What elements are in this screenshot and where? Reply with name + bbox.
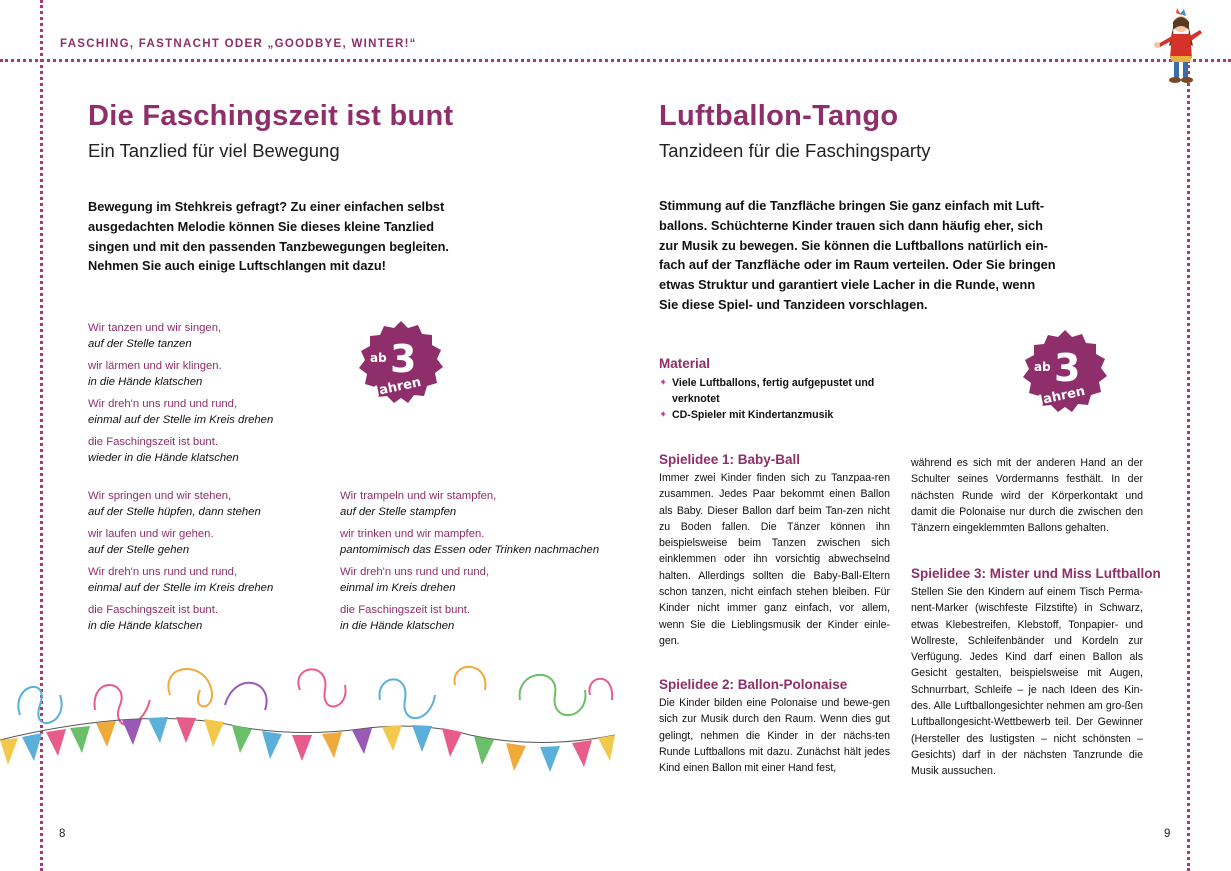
song-action: auf der Stelle tanzen — [88, 338, 192, 350]
material-heading: Material — [659, 356, 711, 371]
material-list — [659, 375, 894, 423]
page-number-left: 8 — [59, 828, 66, 840]
song-line: die Faschingszeit ist bunt. — [88, 604, 218, 616]
song-line: wir lärmen und wir klingen. — [88, 360, 222, 372]
song-line: Wir dreh'n uns rund und rund, — [340, 566, 490, 578]
song-action: wieder in die Hände klatschen — [88, 452, 239, 464]
song-action: auf der Stelle hüpfen, dann stehen — [88, 506, 261, 518]
song-action: einmal auf der Stelle im Kreis drehen — [88, 582, 274, 594]
badge-number: 3 — [1054, 346, 1081, 390]
idea1-text: Immer zwei Kinder finden sich zu Tanzpaa-ren zusammen. Jedes Paar bekommt einen Ballon als Baby. Dieser Ballon darf beim Tan-zen nicht zu Boden fallen. Die Tänzer können ihn beispielsweise beim Tanzen zwischen sich einklemmen oder ihn vorsichtig abwechselnd halten. Allerdings sollten die Baby-Ball-Eltern schon tanzen, nicht einfach stehen bleiben. Für Kinder nicht immer ganz einfach, vor allem, wenn Sie die Lieblingsmusik der Kinder einle-gen. — [659, 472, 890, 647]
badge-prefix: ab — [370, 351, 387, 365]
song-action: einmal auf der Stelle im Kreis drehen — [88, 414, 274, 426]
left-intro-line: ausgedachten Melodie können Sie dieses kleine Tanzlied — [88, 218, 435, 234]
song-line: die Faschingszeit ist bunt. — [340, 604, 470, 616]
header-dotted-rule — [0, 59, 1231, 62]
song-action: auf der Stelle stampfen — [340, 506, 457, 518]
song-verse-2 — [88, 488, 328, 634]
right-page-subtitle: Tanzideen für die Faschingsparty — [659, 140, 931, 161]
idea3-heading: Spielidee 3: Mister und Miss Luftballon — [911, 566, 1161, 581]
song-line: Wir trampeln und wir stampfen, — [340, 490, 497, 502]
age-badge-left — [356, 318, 446, 413]
right-page-title: Luftballon-Tango — [659, 100, 899, 132]
idea1-heading: Spielidee 1: Baby-Ball — [659, 452, 801, 467]
right-intro — [659, 196, 1079, 315]
mascot-illustration — [1150, 8, 1210, 88]
left-page-title: Die Faschingszeit ist bunt — [88, 100, 454, 132]
left-intro-line: Nehmen Sie auch einige Luftschlangen mit dazu! — [88, 258, 386, 274]
song-line: Wir tanzen und wir singen, — [88, 322, 222, 334]
right-intro-line: fach auf der Tanzfläche oder im Raum verteilen. Oder Sie bringen — [659, 257, 1056, 273]
badge-shape — [1020, 327, 1110, 417]
song-line: wir laufen und wir gehen. — [88, 528, 214, 540]
material-item: ➧ Viele Luftballons, fertig aufgepustet und verknotet — [659, 375, 894, 407]
song-action: pantomimisch das Essen oder Trinken nachmachen — [340, 544, 600, 556]
idea2-continued-text: während es sich mit der anderen Hand an der Schulter seines Vordermanns festhält. In der nächsten Runde wird der Körperkontakt und damit die Polonaise nur durch die zwischen den Tänzern eingeklemmten Ballons gehalten. — [911, 457, 1143, 535]
badge-suffix: Jahren — [1037, 383, 1087, 409]
left-intro — [88, 197, 468, 276]
song-line: Wir dreh'n uns rund und rund, — [88, 398, 238, 410]
song-action: in die Hände klatschen — [88, 620, 203, 632]
age-badge-right — [1020, 327, 1110, 422]
song-verse-3 — [340, 488, 610, 634]
song-action: in die Hände klatschen — [340, 620, 455, 632]
right-intro-line: Stimmung auf die Tanzfläche bringen Sie ganz einfach mit Luft- — [659, 198, 1045, 213]
song-line: die Faschingszeit ist bunt. — [88, 436, 218, 448]
idea3-text: Stellen Sie den Kindern auf einem Tisch Perma-nent-Marker (wischfeste Filzstifte) in Schwarz, etwas Klebestreifen, Klebstoff, Tonpapier- und Wollreste, Schleifenbänder und Kordeln zur Verfügung. Jedes Kind darf einen Ballon als Gesicht gestalten, beispielsweise mit Augen, Schnurrbart, Schleife – je nach Ideen des Kin-des. Alle Luftballongesichter nehmen am gro-ßen Luftballongesicht-Wettbewerb teil. Der Gewinner (Hersteller des lustigsten – nicht schönsten – Gesichts) darf in der nächsten Tanzrunde die Musik aussuchen. — [911, 586, 1143, 778]
page-number-right: 9 — [1164, 828, 1171, 840]
song-action: auf der Stelle gehen — [88, 544, 190, 556]
song-line: Wir dreh'n uns rund und rund, — [88, 566, 238, 578]
idea2-heading: Spielidee 2: Ballon-Polonaise — [659, 677, 848, 692]
right-intro-line: ballons. Schüchterne Kinder trauen sich dann häufig eher, sich — [659, 217, 1043, 233]
song-action: einmal im Kreis drehen — [340, 582, 456, 594]
song-verse-1 — [88, 320, 348, 466]
right-intro-line: zur Musik zu bewegen. Sie können die Luftballons natürlich ein- — [659, 237, 1048, 253]
right-dotted-margin — [1187, 60, 1190, 871]
badge-shape — [356, 318, 446, 408]
material-item: ➧ CD-Spieler mit Kindertanzmusik — [659, 407, 894, 423]
badge-prefix: ab — [1034, 360, 1051, 374]
right-intro-line: Sie diese Spiel- und Tanzideen vorschlagen. — [659, 296, 928, 312]
left-page-subtitle: Ein Tanzlied für viel Bewegung — [88, 140, 340, 161]
badge-number: 3 — [390, 337, 417, 381]
right-intro-line: etwas Struktur und garantiert viele Lacher in die Runde, wenn — [659, 277, 1036, 293]
song-line: Wir springen und wir stehen, — [88, 490, 232, 502]
idea2-text: Die Kinder bilden eine Polonaise und bewe-gen sich zur Musik durch den Raum. Wenn dies gut gelingt, nehmen die Kinder in der nächs-ten Runde Luftballons mit dazu. Zunächst hält jedes Kind einen Ballon mit einer Hand fest, — [659, 697, 890, 775]
left-intro-line: Bewegung im Stehkreis gefragt? Zu einer einfachen selbst — [88, 199, 445, 214]
song-line: wir trinken und wir mampfen. — [340, 528, 485, 540]
bunting-garland-illustration — [0, 655, 620, 780]
badge-suffix: Jahren — [373, 374, 423, 400]
running-header: FASCHING, FASTNACHT ODER „GOODBYE, WINTER!“ — [60, 38, 417, 50]
song-action: in die Hände klatschen — [88, 376, 203, 388]
left-intro-line: singen und mit den passenden Tanzbewegungen begleiten. — [88, 238, 449, 254]
